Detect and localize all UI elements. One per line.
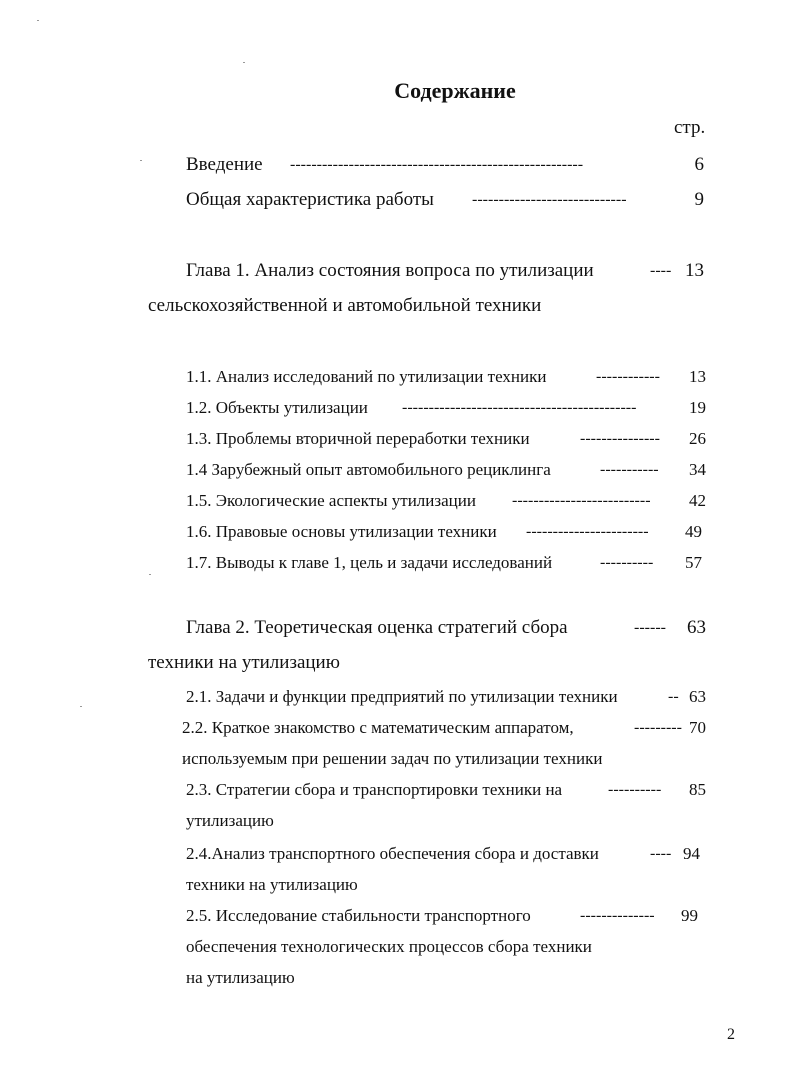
toc-entry-text: 1.2. Объекты утилизации bbox=[186, 398, 368, 417]
toc-page-number: 85 bbox=[689, 780, 706, 799]
toc-leader: --------- bbox=[634, 719, 682, 736]
toc-leader: -- bbox=[668, 688, 679, 705]
toc-page-number: 63 bbox=[689, 687, 706, 706]
toc-page-number: 26 bbox=[689, 429, 706, 448]
toc-page-number: 70 bbox=[689, 718, 706, 737]
toc-leader: ------ bbox=[634, 619, 666, 636]
toc-entry-text: 1.5. Экологические аспекты утилизации bbox=[186, 491, 476, 510]
toc-leader: ----------------------- bbox=[526, 523, 649, 540]
toc-leader: ---- bbox=[650, 845, 672, 862]
page-title: Содержание bbox=[394, 78, 516, 103]
toc-entry-text-cont: используемым при решении задач по утилизации техники bbox=[182, 749, 603, 768]
page-column-label: стр. bbox=[674, 117, 706, 138]
toc-leader: -------------- bbox=[580, 907, 655, 924]
toc-leader: ----------------------------- bbox=[472, 191, 627, 208]
toc-entry-text: 2.3. Стратегии сбора и транспортировки техники на bbox=[186, 780, 563, 799]
toc-page-number: 19 bbox=[689, 398, 706, 417]
toc-entry-text: 1.1. Анализ исследований по утилизации техники bbox=[186, 367, 547, 386]
toc-entry-text-cont: на утилизацию bbox=[186, 968, 295, 987]
toc-leader: -------------------------------------------- bbox=[402, 399, 637, 416]
toc-entry-text: 2.1. Задачи и функции предприятий по утилизации техники bbox=[186, 687, 618, 706]
page-title-wrap bbox=[0, 80, 794, 103]
toc-leader: ---------- bbox=[608, 781, 662, 798]
toc-entry-text: 2.2. Краткое знакомство с математическим аппаратом, bbox=[182, 718, 574, 737]
toc-page-number: 9 bbox=[694, 189, 704, 210]
toc-leader: --------------- bbox=[580, 430, 660, 447]
toc-page-number: 13 bbox=[685, 260, 704, 281]
toc-leader: ------------ bbox=[596, 368, 660, 385]
toc-page-number: 34 bbox=[689, 460, 706, 479]
toc-page-number: 99 bbox=[681, 906, 698, 925]
toc-entry-text: 2.5. Исследование стабильности транспортного bbox=[186, 906, 531, 925]
scan-speck bbox=[140, 160, 142, 161]
toc-entry-text: 1.3. Проблемы вторичной переработки техники bbox=[186, 429, 530, 448]
scan-speck bbox=[37, 20, 39, 21]
toc-entry-text-cont: техники на утилизацию bbox=[186, 875, 358, 894]
toc-page-number: 94 bbox=[683, 844, 700, 863]
scan-speck bbox=[149, 574, 151, 575]
toc-page-number: 42 bbox=[689, 491, 706, 510]
chapter-1-title-cont: сельскохозяйственной и автомобильной техники bbox=[148, 295, 542, 316]
toc-leader: ------------------------------------------------------- bbox=[290, 156, 584, 173]
toc-page-number: 13 bbox=[689, 367, 706, 386]
toc-entry-text: 1.4 Зарубежный опыт автомобильного рециклинга bbox=[186, 460, 551, 479]
toc-entry-text: 1.7. Выводы к главе 1, цель и задачи исследований bbox=[186, 553, 553, 572]
toc-entry-text: 2.4.Анализ транспортного обеспечения сбора и доставки bbox=[186, 844, 599, 863]
toc-leader: ----------- bbox=[600, 461, 659, 478]
toc-leader: ---- bbox=[650, 262, 672, 279]
toc-entry-text-cont: обеспечения технологических процессов сбора техники bbox=[186, 937, 592, 956]
toc-leader: ---------- bbox=[600, 554, 654, 571]
toc-entry-text-cont: утилизацию bbox=[186, 811, 274, 830]
toc-page-number: 57 bbox=[685, 553, 702, 572]
toc-page-number: 49 bbox=[685, 522, 702, 541]
toc-page-number: 63 bbox=[687, 617, 706, 638]
chapter-2-title-cont: техники на утилизацию bbox=[148, 652, 340, 673]
chapter-2-title: Глава 2. Теоретическая оценка стратегий сбора bbox=[186, 617, 568, 638]
page-number: 2 bbox=[727, 1026, 735, 1043]
chapter-1-title: Глава 1. Анализ состояния вопроса по утилизации bbox=[186, 260, 594, 281]
toc-entry-text: Введение bbox=[186, 154, 263, 175]
toc-leader: -------------------------- bbox=[512, 492, 651, 509]
toc-entry-text: Общая характеристика работы bbox=[186, 189, 434, 210]
toc-entry-text: 1.6. Правовые основы утилизации техники bbox=[186, 522, 497, 541]
scan-speck bbox=[243, 62, 245, 63]
scan-speck bbox=[80, 706, 82, 707]
toc-page-number: 6 bbox=[694, 154, 704, 175]
